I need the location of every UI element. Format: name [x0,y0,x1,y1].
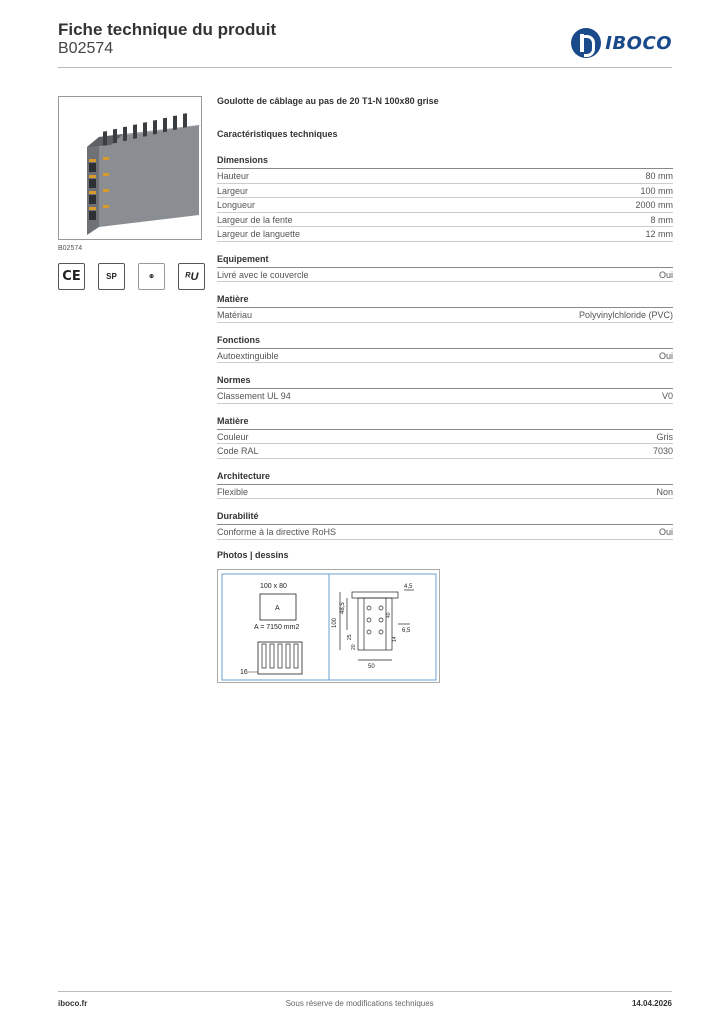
cable-duct-illustration [59,97,202,240]
group-title: Matière [217,416,673,430]
product-name: Goulotte de câblage au pas de 20 T1-N 100x80 grise [217,96,439,106]
label-slot: 16 [240,669,248,676]
spec-row [217,485,673,500]
page-title: Fiche technique du produit [58,20,277,39]
label-d4: 14 [392,636,398,642]
spec-value: 80 mm [645,171,673,181]
logo-text: IBOCO [605,32,672,54]
technical-drawing [217,569,440,683]
spec-group-normes [217,375,673,404]
image-caption: B02574 [58,245,83,252]
label-tongue: 6,5 [402,628,411,634]
spec-group-durabilite [217,511,673,540]
spec-label: Matériau [217,310,253,320]
spec-label: Autoextinguible [217,350,279,361]
spec-value: 7030 [652,446,673,456]
spec-value: 100 mm [640,185,673,196]
ce-mark-icon: CE [58,263,85,290]
spec-value: 2000 mm [635,200,673,210]
spec-label: Couleur [217,431,249,442]
spec-row [217,389,673,404]
page-footer [58,991,672,1008]
spec-row [217,430,673,445]
product-code: B02574 [58,40,114,57]
spec-label: Code RAL [217,446,259,456]
spec-label: Flexible [217,486,249,497]
spec-row [217,184,673,199]
label-height-total: 100 [332,617,338,628]
spec-label: Livré avec le couvercle [217,269,309,280]
certification-marks [58,263,205,290]
photos-title: Photos | dessins [217,550,289,560]
spec-group-equipement [217,254,673,283]
spec-label: Largeur [217,185,249,196]
spec-row [217,444,673,459]
label-upper: 48,5 [340,602,346,614]
spec-row [217,169,673,184]
small-cert-icon: ⊕ [138,263,165,290]
label-area-letter: A [275,605,280,612]
drawing-svg [218,570,441,684]
group-title: Architecture [217,471,673,485]
group-title: Normes [217,375,673,389]
spec-value: Polyvinylchloride (PVC) [578,310,673,320]
csa-mark-icon: SP [98,263,125,290]
spec-group-matiere [217,294,673,323]
spec-value: 12 mm [645,229,673,239]
spec-row [217,213,673,228]
label-d1: 25 [347,634,353,640]
footer-site-link[interactable]: iboco.fr [58,999,88,1008]
spec-group-dimensions [217,155,673,242]
spec-row [217,525,673,540]
spec-group-fonctions [217,335,673,364]
spec-row [217,268,673,283]
group-title: Durabilité [217,511,673,525]
group-title: Fonctions [217,335,673,349]
label-d2: 20 [351,644,357,650]
iboco-logo [571,28,672,58]
ul-recognized-icon: ᴿU [178,263,205,290]
iboco-logo-icon [571,28,601,58]
spec-label: Conforme à la directive RoHS [217,527,337,537]
spec-content [217,96,673,540]
label-d3: 40 [386,612,392,618]
group-title: Dimensions [217,155,673,169]
spec-value: Gris [656,431,673,442]
label-section: 100 x 80 [260,583,287,590]
spec-label: Largeur de languette [217,229,301,239]
spec-value: Oui [658,527,673,537]
spec-section-title: Caractéristiques techniques [217,129,338,139]
spec-value: Oui [658,350,673,361]
spec-row [217,308,673,323]
spec-value: Non [656,486,673,497]
footer-notice: Sous réserve de modifications techniques [285,999,434,1008]
spec-label: Longueur [217,200,256,210]
footer-date: 14.04.2026 [631,999,672,1008]
group-title: Matière [217,294,673,308]
spec-row [217,227,673,242]
product-image [58,96,202,240]
group-title: Equipement [217,254,673,268]
spec-row [217,198,673,213]
spec-row [217,349,673,364]
label-slot-width: 4,5 [404,584,413,590]
label-area: A = 7150 mm2 [254,624,300,631]
page-header [58,20,672,68]
spec-label: Classement UL 94 [217,391,291,401]
label-pitch: 50 [368,664,375,670]
spec-value: V0 [661,391,673,401]
spec-value: 8 mm [650,214,673,225]
spec-value: Oui [658,269,673,280]
spec-label: Largeur de la fente [217,214,293,225]
spec-label: Hauteur [217,171,250,181]
spec-group-matiere-couleur [217,416,673,459]
spec-group-architecture [217,471,673,500]
